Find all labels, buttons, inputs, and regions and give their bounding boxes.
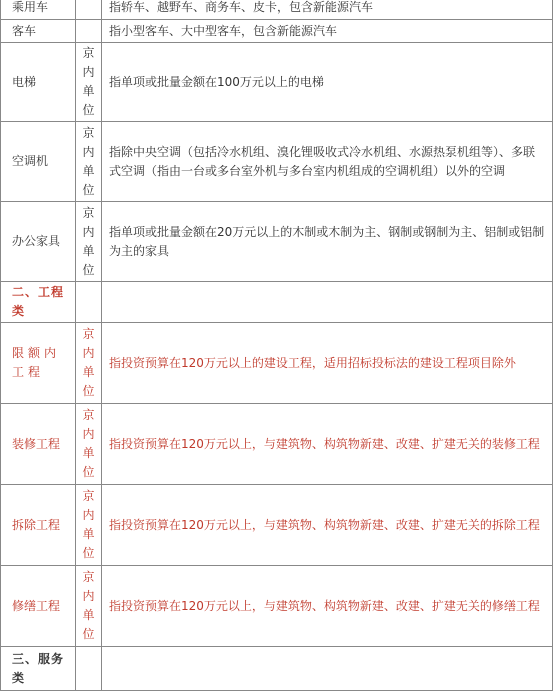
table-row (1, 323, 553, 404)
category-cell: 办公家具 (1, 202, 76, 282)
category-cell: 空调机 (1, 122, 76, 202)
section-heading-services: 三、服务类 (1, 647, 76, 691)
scope-cell (76, 20, 102, 43)
description-cell: 指除中央空调（包括冷水机组、溴化锂吸收式冷水机组、水源热泵机组等）、多联式空调（指由一台或多台室外机与多台室内机组成的空调机组）以外的空调 (102, 122, 553, 202)
description-cell: 指投资预算在120万元以上，与建筑物、构筑物新建、改建、扩建无关的装修工程 (102, 404, 553, 485)
category-cell: 拆除工程 (1, 485, 76, 566)
scope-cell: 京内单位 (76, 202, 102, 282)
table-row (1, 202, 553, 282)
description-cell: 指投资预算在120万元以上的建设工程，适用招标投标法的建设工程项目除外 (102, 323, 553, 404)
description-cell: 指单项或批量金额在20万元以上的木制或木制为主、钢制或钢制为主、铝制或铝制为主的家具 (102, 202, 553, 282)
scope-cell: 京内单位 (76, 122, 102, 202)
description-cell: 指小型客车、大中型客车，包含新能源汽车 (102, 20, 553, 43)
section-row (1, 647, 553, 691)
scope-cell: 京内单位 (76, 323, 102, 404)
category-cell: 客车 (1, 20, 76, 43)
description-cell (102, 282, 553, 323)
description-cell: 指投资预算在120万元以上，与建筑物、构筑物新建、改建、扩建无关的修缮工程 (102, 566, 553, 647)
section-heading-engineering: 二、工程类 (1, 282, 76, 323)
category-cell: 乘用车 (1, 0, 76, 20)
scope-cell (76, 0, 102, 20)
table-row (1, 20, 553, 43)
scope-cell (76, 647, 102, 691)
table-row (1, 566, 553, 647)
category-cell: 电梯 (1, 43, 76, 122)
description-cell: 指单项或批量金额在100万元以上的电梯 (102, 43, 553, 122)
table-row (1, 485, 553, 566)
table-row (1, 43, 553, 122)
scope-cell: 京内单位 (76, 485, 102, 566)
table-row (1, 404, 553, 485)
category-cell: 限额内工程 (1, 323, 76, 404)
category-cell: 装修工程 (1, 404, 76, 485)
category-cell: 修缮工程 (1, 566, 76, 647)
description-cell: 指投资预算在120万元以上，与建筑物、构筑物新建、改建、扩建无关的拆除工程 (102, 485, 553, 566)
scope-cell (76, 282, 102, 323)
description-cell (102, 647, 553, 691)
scope-cell: 京内单位 (76, 404, 102, 485)
table-row (1, 122, 553, 202)
description-cell: 指轿车、越野车、商务车、皮卡，包含新能源汽车 (102, 0, 553, 20)
scope-cell: 京内单位 (76, 566, 102, 647)
section-row (1, 282, 553, 323)
table-row (1, 0, 553, 20)
scope-cell: 京内单位 (76, 43, 102, 122)
